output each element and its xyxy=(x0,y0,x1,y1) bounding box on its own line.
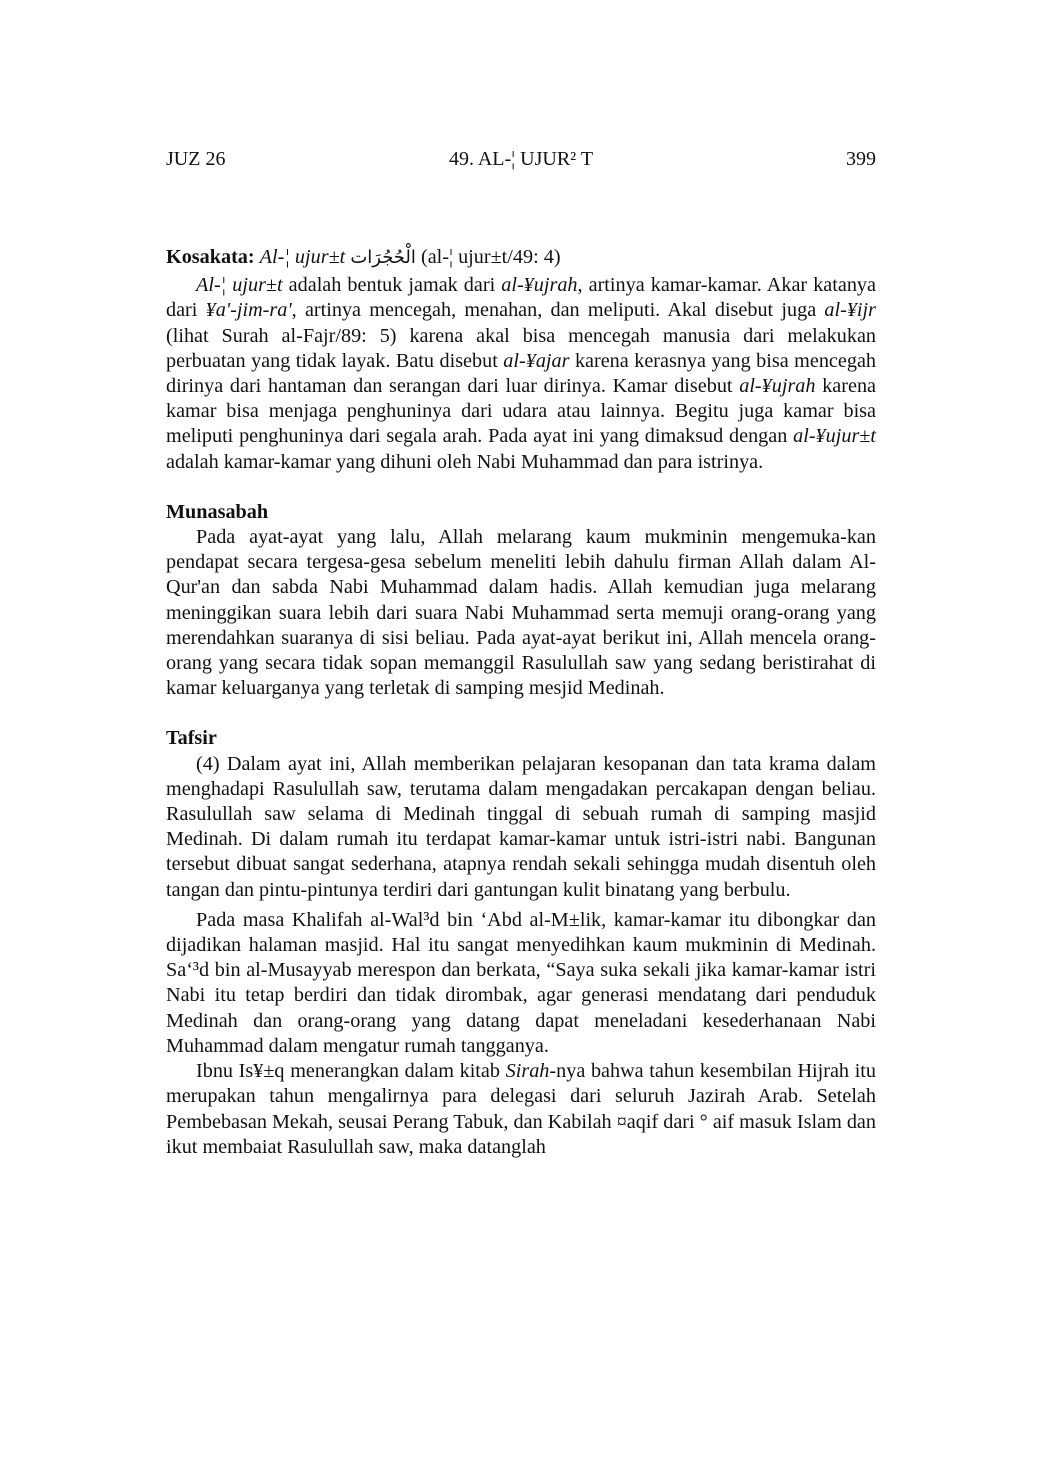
kosakata-reference: (al-¦ ujur±t/49: 4) xyxy=(420,246,561,268)
kosakata-paragraph xyxy=(166,273,876,475)
surah-title: 49. AL-¦ UJUR² T xyxy=(448,148,594,170)
italic-term: al-¥ujrah xyxy=(501,274,578,297)
text-run: Ibnu Is¥±q menerangkan dalam kitab xyxy=(196,1060,506,1083)
text-run: -nya bahwa tahun kesembilan Hijrah itu merupakan tahun mengalirnya para delegasi dari seluruh Jazirah Arab. Setelah Pembebasan Mekah, seusai Perang Tabuk, dan Kabilah ¤aqif dari ° aif masuk Islam dan ikut membaiat Rasulullah saw, maka datanglah xyxy=(166,1060,877,1158)
italic-term: al-¥ijr xyxy=(824,299,876,322)
section-title-tafsir: Tafsir xyxy=(166,727,217,750)
munasabah-paragraph: Pada ayat-ayat yang lalu, Allah melarang kaum mukminin mengemuka-kan pendapat secara tergesa-gesa sebelum meneliti lebih dahulu firman Allah dalam Al-Qur'an dan sabda Nabi Muhammad dalam hadis. Allah kemudian juga melarang meninggikan suara lebih dari suara Nabi Muhammad serta memuji orang-orang yang merendahkan suaranya di sisi beliau. Pada ayat-ayat berikut ini, Allah mencela orang-orang yang secara tidak sopan memanggil Rasulullah saw yang sedang beristirahat di kamar keluarganya yang terletak di samping mesjid Medinah. xyxy=(166,526,876,700)
running-header xyxy=(166,145,876,173)
text-run: adalah kamar-kamar yang dihuni oleh Nabi Muhammad dan para istrinya. xyxy=(166,450,764,473)
italic-term: Sirah xyxy=(505,1060,550,1083)
italic-term: al-¥ujrah xyxy=(739,375,816,398)
kosakata-heading xyxy=(166,245,876,270)
page-body xyxy=(166,245,876,1160)
italic-term: al-¥ajar xyxy=(503,349,570,372)
italic-term: al-¥ujur±t xyxy=(793,425,876,448)
spacer xyxy=(166,701,876,726)
text-run: karena kamar bisa menjaga penghuninya dari udara atau lainnya. Begitu juga kamar bisa meliputi penghuninya dari segala arah. Pada ayat ini yang dimaksud dengan xyxy=(166,375,876,448)
text-run: (lihat Surah al-Fajr/89: 5) karena akal bisa mencegah manusia dari melakukan perbuatan yang tidak layak. Batu disebut xyxy=(166,324,876,372)
kosakata-term: Al-¦ ujur±t xyxy=(259,246,346,268)
text-run: karena kerasnya yang bisa mencegah dirinya dari hantaman dan serangan dari luar dirinya. Kamar disebut xyxy=(166,349,876,398)
tafsir-paragraph-1: (4) Dalam ayat ini, Allah memberikan pelajaran kesopanan dan tata krama dalam menghadapi Rasulullah saw, terutama dalam mengadakan percakapan dengan beliau. Rasulullah saw selama di Medinah tinggal di sebuah rumah di samping masjid Medinah. Di dalam rumah itu terdapat kamar-kamar untuk istri-istri nabi. Bangunan tersebut dibuat sangat sederhana, atapnya rendah sekali sehingga mudah disentuh oleh tangan dan pintu-pintunya terdiri dari gantungan kulit binatang yang berbulu. xyxy=(166,752,876,901)
text-run: adalah bentuk jamak dari xyxy=(282,274,502,297)
section-title-munasabah: Munasabah xyxy=(166,500,269,523)
text-run: , artinya mencegah, menahan, dan meliputi. Akal disebut juga xyxy=(291,299,825,322)
spacer xyxy=(166,475,876,500)
italic-term: Al-¦ ujur±t xyxy=(196,274,283,297)
tafsir-paragraph-2: Pada masa Khalifah al-Wal³d bin ‘Abd al-M±lik, kamar-kamar itu dibongkar dan dijadikan halaman masjid. Hal itu sangat menyedihkan kaum mukminin di Medinah. Sa‘³d bin al-Musayyab merespon dan berkata, “Saya suka sekali jika kamar-kamar istri Nabi itu tetap berdiri dan tidak dirombak, agar generasi mendatang dari penduduk Medinah dan orang-orang yang datang dapat meneladani kesederhanaan Nabi Muhammad dalam mengatur rumah tangganya. xyxy=(166,908,876,1057)
tafsir-paragraph-3 xyxy=(166,1059,876,1160)
kosakata-label: Kosakata: xyxy=(166,246,255,268)
italic-term: ¥a'-jim-ra' xyxy=(205,299,292,322)
page-number: 399 xyxy=(846,148,876,170)
juz-label: JUZ 26 xyxy=(166,148,226,170)
text-run: , artinya kamar-kamar. Akar katanya dari xyxy=(166,274,876,322)
arabic-term: الْحُجُرَات xyxy=(350,247,416,268)
